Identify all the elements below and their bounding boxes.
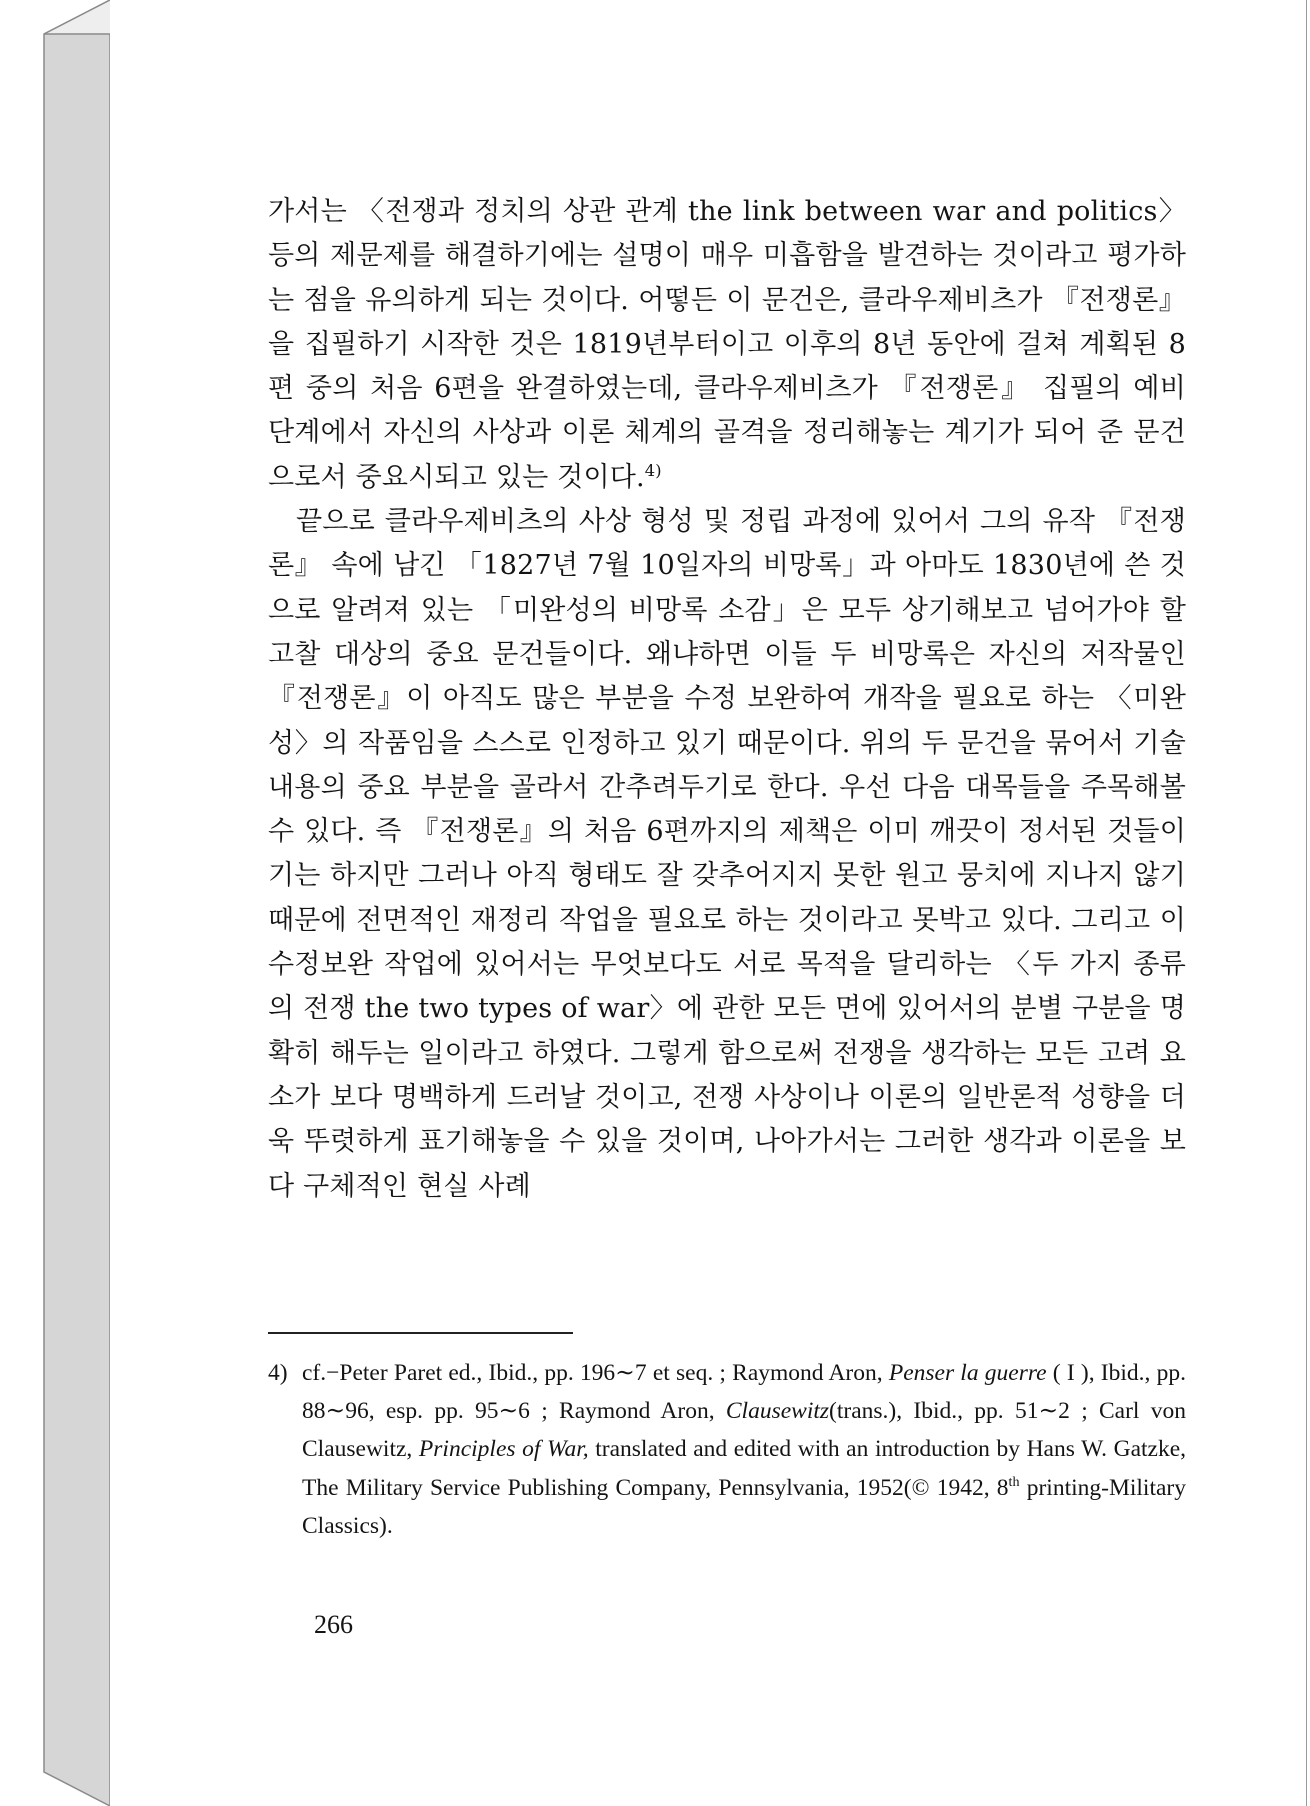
footnote — [268, 1354, 1186, 1545]
paragraph-1 — [268, 190, 1186, 500]
footnote-title-italic: Principles of War, — [418, 1436, 589, 1463]
book-spine — [44, 0, 110, 1806]
footnote-segment: translated and edited with an introduction by Hans W. Gatzke, The Military Service Publishing Company, Pennsylvania, 1952(© 1942, 8 — [302, 1436, 1187, 1501]
footnote-segment: printing-Military Classics). — [302, 1474, 1186, 1539]
footnote-segment: (trans.), Ibid., pp. 51∼2 ; Carl von Clausewitz, — [302, 1398, 1186, 1463]
footnote-superscript: th — [1008, 1473, 1020, 1490]
footnote-segment: ( I ), Ibid., pp. 88∼96, esp. pp. 95∼6 ; Raymond Aron, — [302, 1360, 1186, 1425]
footnote-text — [302, 1354, 1186, 1545]
paragraph-1-text: 가서는 〈전쟁과 정치의 상관 관계 the link between war and politics〉 등의 제문제를 해결하기에는 설명이 매우 미흡함을 발견하는 것이라고 평가하는 점을 유의하게 되는 것이다. 어떻든 이 문건은, 클라우제비츠가 『전쟁론』을 집필하기 시작한 것은 1819년부터이고 이후의 8년 동안에 걸쳐 계획된 8편 중의 처음 6편을 완결하였는데, 클라우제비츠가 『전쟁론』 집필의 예비 단계에서 자신의 사상과 이론 체계의 골격을 정리해놓는 계기가 되어 준 문건으로서 중요시되고 있는 것이다. — [268, 196, 1186, 493]
paragraph-2: 끝으로 클라우제비츠의 사상 형성 및 정립 과정에 있어서 그의 유작 『전쟁론』 속에 남긴 「1827년 7월 10일자의 비망록」과 아마도 1830년에 쓴 것으로 알려져 있는 「미완성의 비망록 소감」은 모두 상기해보고 넘어가야 할 고찰 대상의 중요 문건들이다. 왜냐하면 이들 두 비망록은 자신의 저작물인 『전쟁론』이 아직도 많은 부분을 수정 보완하여 개작을 필요로 하는 〈미완성〉의 작품임을 스스로 인정하고 있기 때문이다. 위의 두 문건을 묶어서 기술 내용의 중요 부분을 골라서 간추려두기로 한다. 우선 다음 대목들을 주목해볼 수 있다. 즉 『전쟁론』의 처음 6편까지의 제책은 이미 깨끗이 정서된 것들이기는 하지만 그러나 아직 형태도 잘 갖추어지지 못한 원고 뭉치에 지나지 않기 때문에 전면적인 재정리 작업을 필요로 하는 것이라고 못박고 있다. 그리고 이 수정보완 작업에 있어서는 무엇보다도 서로 목적을 달리하는 〈두 가지 종류의 전쟁 the two types of war〉에 관한 모든 면에 있어서의 분별 구분을 명확히 해두는 일이라고 하였다. 그렇게 함으로써 전쟁을 생각하는 모든 고려 요소가 보다 명백하게 드러날 것이고, 전쟁 사상이나 이론의 일반론적 성향을 더욱 뚜렷하게 표기해놓을 수 있을 것이며, 나아가서는 그러한 생각과 이론을 보다 구체적인 현실 사례 — [268, 506, 1186, 1202]
footnote-number: 4) — [268, 1360, 288, 1386]
footnote-title-italic: Penser la guerre — [888, 1360, 1047, 1386]
footnote-reference: 4) — [644, 460, 662, 480]
footnote-divider — [268, 1332, 573, 1334]
body-text — [268, 190, 1186, 1209]
footnote-segment: cf.−Peter Paret ed., Ibid., pp. 196∼7 et seq. ; Raymond Aron, — [302, 1360, 889, 1386]
footnote-title-italic: Clausewitz — [725, 1398, 830, 1425]
page-number: 266 — [314, 1610, 353, 1639]
